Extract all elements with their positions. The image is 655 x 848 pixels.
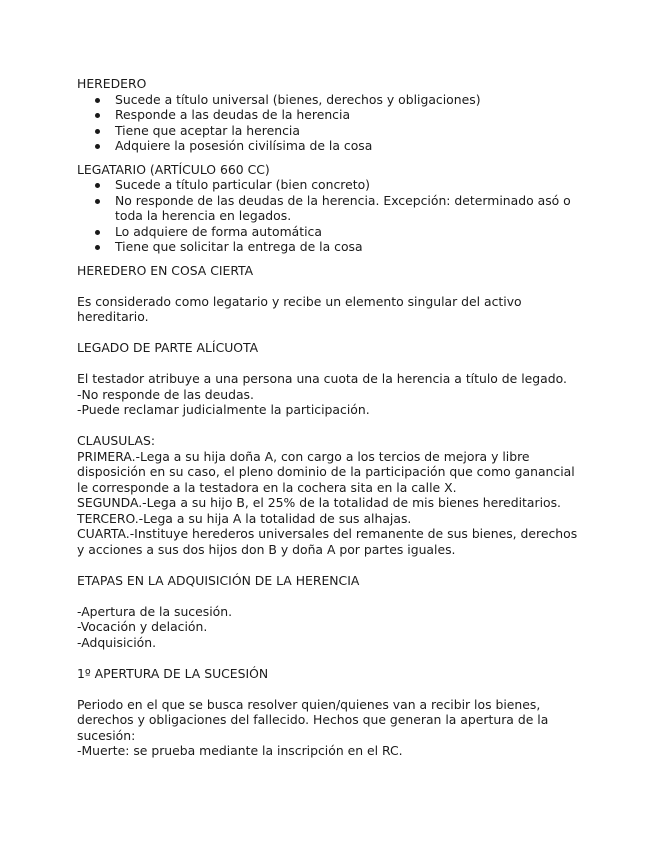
- list-item: Lo adquiere de forma automática: [115, 224, 587, 240]
- paragraph-line: -Puede reclamar judicialmente la participación.: [77, 402, 370, 417]
- document-page: [77, 76, 587, 759]
- clause-segunda: SEGUNDA.-Lega a su hijo B, el 25% de la totalidad de mis bienes hereditarios.: [77, 495, 561, 510]
- heading-etapas: ETAPAS EN LA ADQUISICIÓN DE LA HERENCIA: [77, 572, 360, 588]
- list-item: Tiene que aceptar la herencia: [115, 123, 587, 139]
- legatario-list: [77, 177, 587, 255]
- heading-apertura: 1º APERTURA DE LA SUCESIÓN: [77, 665, 269, 681]
- list-item: Adquiere la posesión civilísima de la cosa: [115, 138, 587, 154]
- heredero-list: [77, 92, 587, 154]
- heading-heredero: HEREDERO: [77, 76, 147, 91]
- list-item: Responde a las deudas de la herencia: [115, 107, 587, 123]
- paragraph-line: -Muerte: se prueba mediante la inscripción en el RC.: [77, 743, 403, 758]
- list-item: Sucede a título particular (bien concreto): [115, 177, 587, 193]
- paragraph-apertura: Periodo en el que se busca resolver quien/quienes van a recibir los bienes, derechos y obligaciones del fallecido. Hechos que generan la apertura de la sucesión:: [77, 696, 549, 743]
- clause-cuarta: CUARTA.-Instituye herederos universales del remanente de sus bienes, derechos y acciones a sus dos hijos don B y doña A por partes iguales.: [77, 526, 578, 557]
- paragraph-line: -Adquisición.: [77, 634, 157, 650]
- heading-cosa-cierta: HEREDERO EN COSA CIERTA: [77, 262, 254, 278]
- paragraph-cosa-cierta: Es considerado como legatario y recibe un elemento singular del activo hereditario.: [77, 293, 522, 324]
- heading-legatario: LEGATARIO (ARTÍCULO 660 CC): [77, 161, 270, 177]
- paragraph-line: -Apertura de la sucesión.: [77, 603, 233, 619]
- paragraph-line: -Vocación y delación.: [77, 619, 208, 634]
- clause-tercero: TERCERO.-Lega a su hija A la totalidad de sus alhajas.: [77, 510, 412, 526]
- list-item: Sucede a título universal (bienes, derechos y obligaciones): [115, 92, 587, 108]
- clause-primera: PRIMERA.-Lega a su hija doña A, con cargo a los tercios de mejora y libre disposición en su caso, el pleno dominio de la participación que como ganancial le corresponde a la testadora en la cochera sita en la calle X.: [77, 448, 575, 495]
- paragraph-line: -No responde de las deudas.: [77, 386, 254, 402]
- paragraph-line: El testador atribuye a una persona una cuota de la herencia a título de legado.: [77, 371, 567, 386]
- list-item: Tiene que solicitar la entrega de la cosa: [115, 239, 587, 255]
- heading-clausulas: CLAUSULAS:: [77, 433, 156, 448]
- list-item: No responde de las deudas de la herencia. Excepción: determinado asó o toda la herencia en legados.: [115, 193, 587, 224]
- heading-alicuota: LEGADO DE PARTE ALÍCUOTA: [77, 340, 259, 355]
